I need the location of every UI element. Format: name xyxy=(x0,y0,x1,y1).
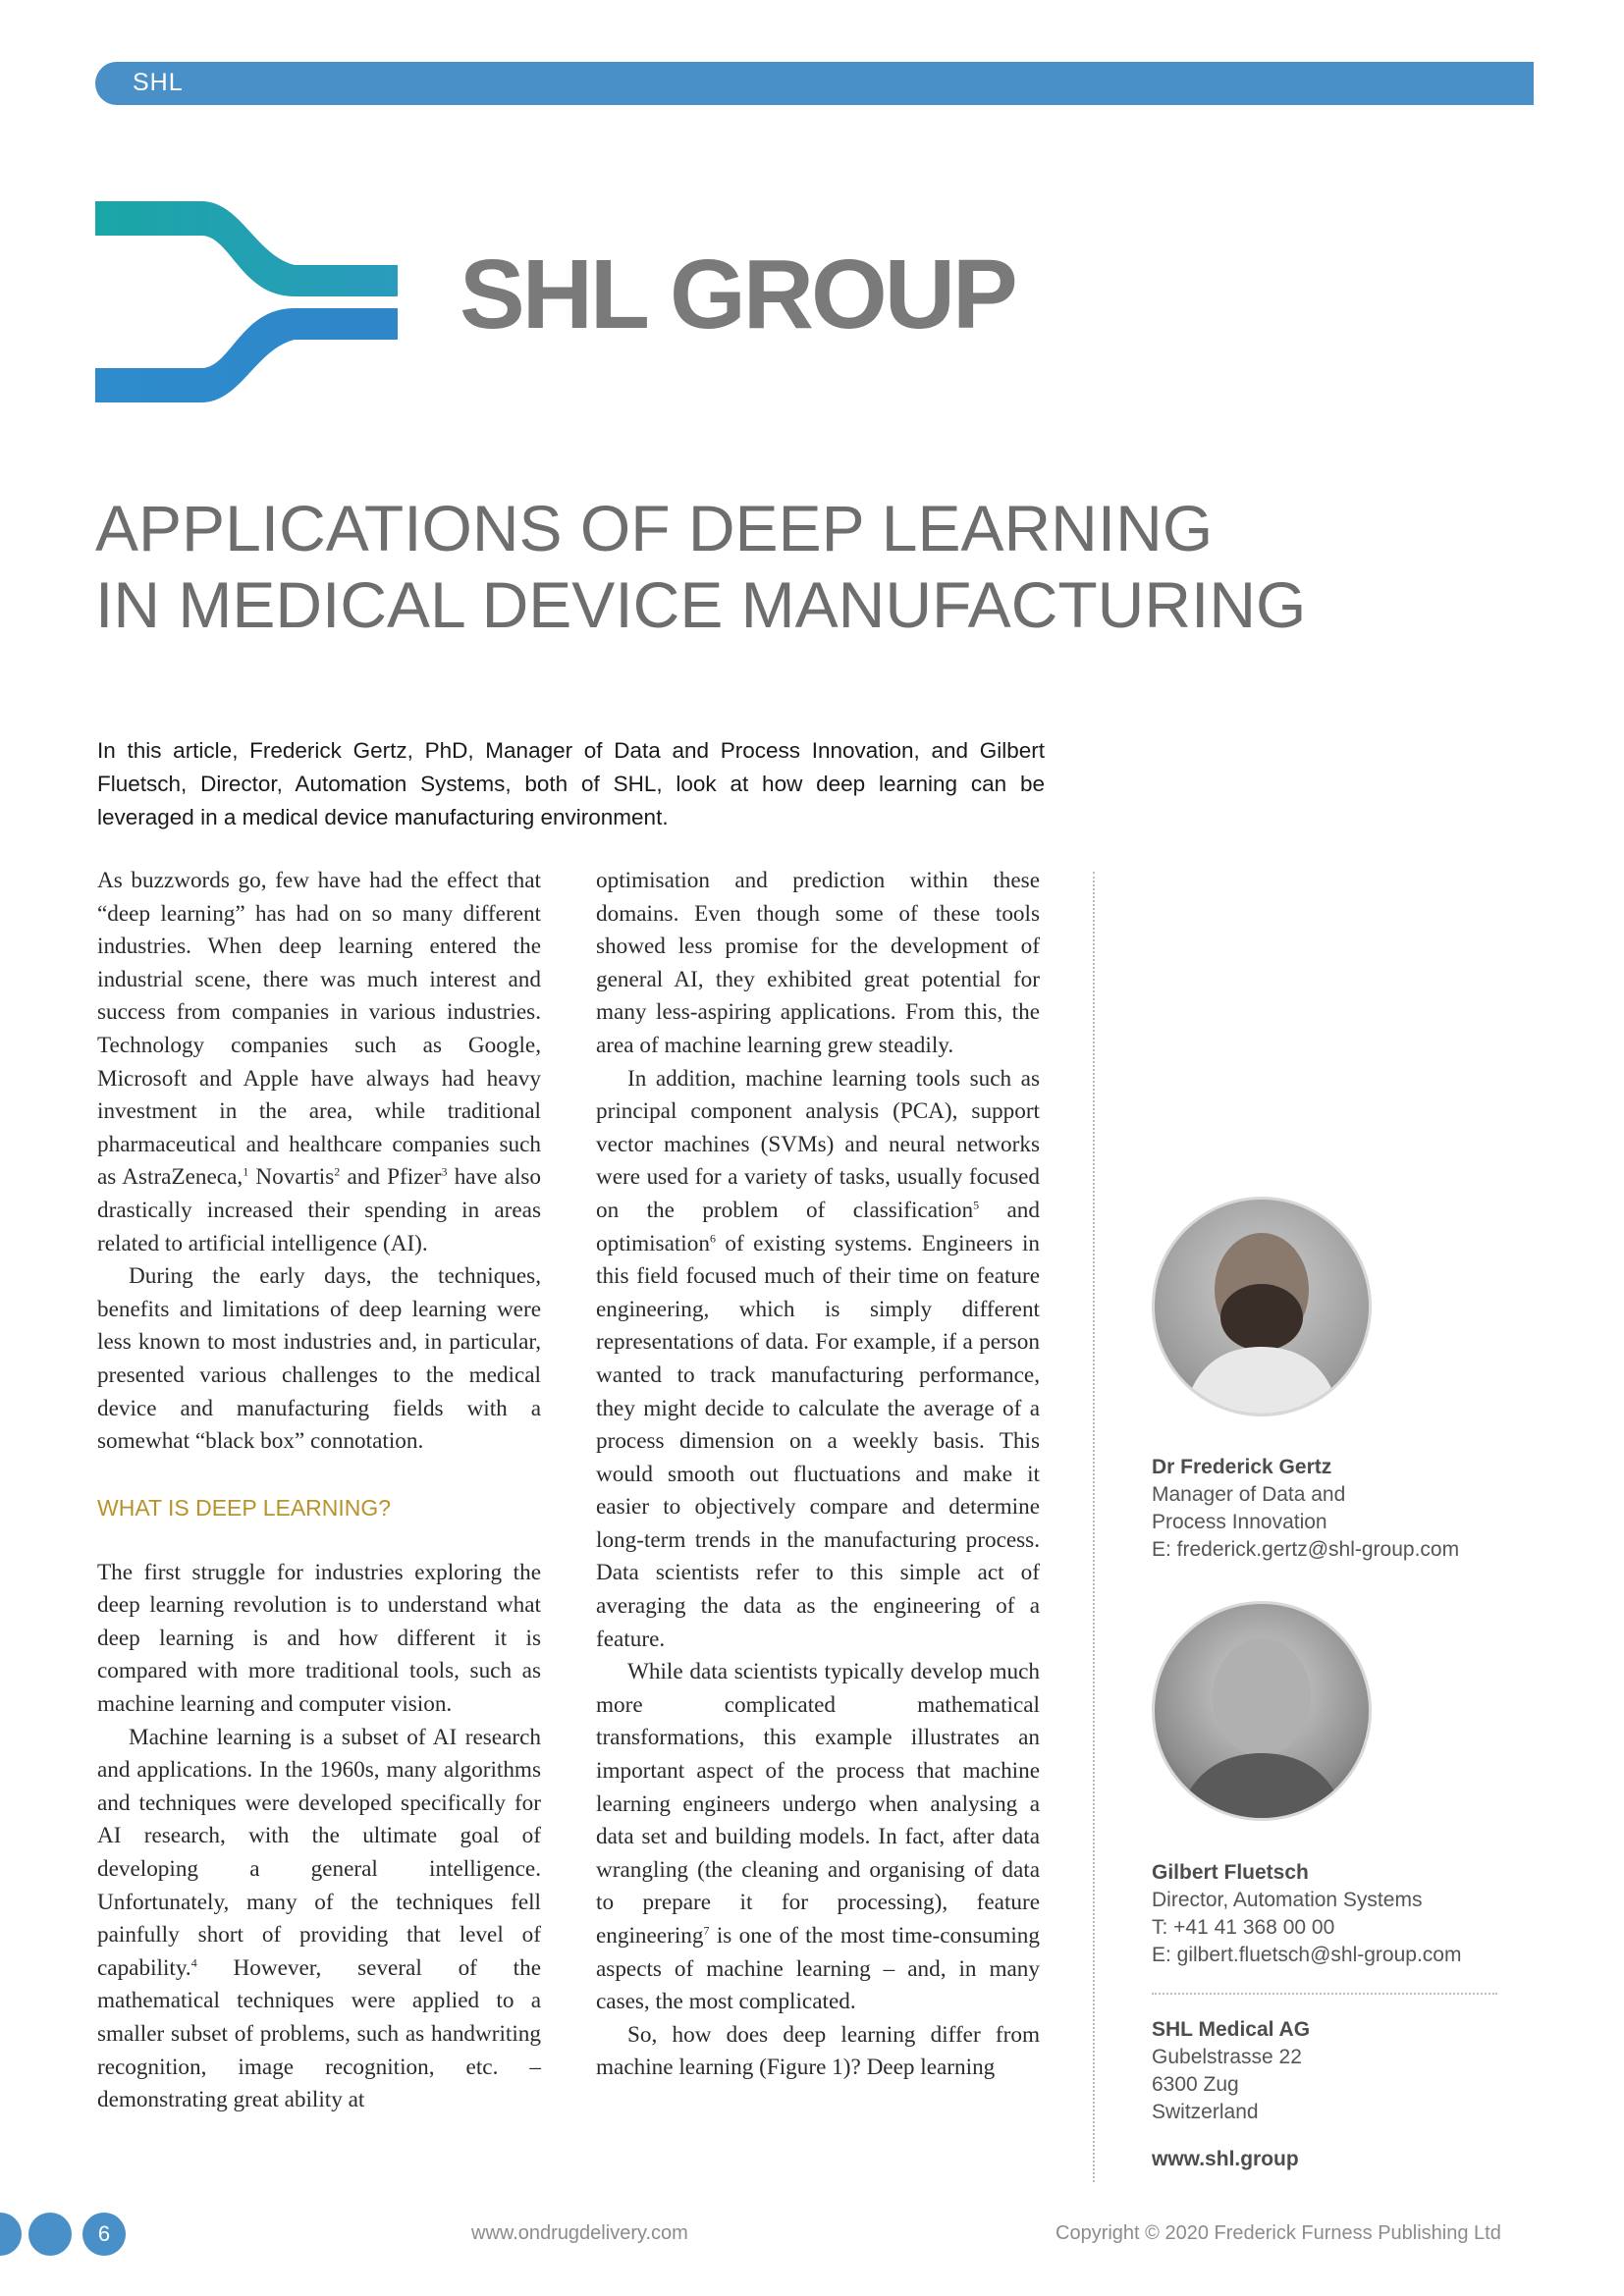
author-photo-frederick-gertz xyxy=(1152,1197,1372,1416)
author-email[interactable]: E: gilbert.fluetsch@shl-group.com xyxy=(1152,1944,1462,1966)
paragraph: During the early days, the techniques, benefits and limitations of deep learning were less known to most industries and, in particular, presented various challenges to the medical device and manufacturing fields with a somewhat “black box” connotation. xyxy=(97,1263,541,1455)
column-divider xyxy=(1093,872,1095,2182)
footer-dot xyxy=(28,2213,72,2256)
paragraph: In addition, machine learning tools such as principal component analysis (PCA), support vector machines (SVMs) and neural networks were used for a variety of tasks, usually focused on the problem of classification$^5$ and optimisation$^6$ of existing systems. Engineers in this field focused much of their time on feature engineering, which is simply different representations of data. For example, if a person wanted to track manufacturing performance, they might decide to calculate the average of a process dimension on a weekly basis. This would smooth out fluctuations and make it easier to objectively compare and determine long-term trends in the manufacturing process. Data scientists refer to this simple act of averaging the data as the engineering of a feature. xyxy=(596,1065,1040,1652)
paragraph: optimisation and prediction within these domains. Even though some of these tools showed less promise for the development of general AI, they exhibited great potential for many less-aspiring applications. From this, the area of machine learning grew steadily. xyxy=(596,868,1040,1058)
paragraph: Machine learning is a subset of AI research and applications. In the 1960s, many algorithms and techniques were developed specifically for AI research, with the ultimate goal of developing a general intelligence. Unfortunately, many of the techniques fell painfully short of providing that level of capability.$^4$ However, several of the mathematical techniques were applied to a smaller subset of problems, such as handwriting recognition, image recognition, etc. – demonstrating great ability at xyxy=(97,1724,541,2113)
body-column-middle xyxy=(596,865,1040,2085)
author-phone: T: +41 41 368 00 00 xyxy=(1152,1916,1335,1939)
author-photo-gilbert-fluetsch xyxy=(1152,1601,1372,1821)
address-street: Gubelstrasse 22 xyxy=(1152,2046,1302,2068)
shl-logo-icon xyxy=(93,196,407,407)
footer-dot xyxy=(0,2213,22,2256)
footer-copyright: Copyright © 2020 Frederick Furness Publishing Ltd xyxy=(1056,2222,1501,2244)
company-address xyxy=(1152,2016,1310,2126)
footer-url-link[interactable]: www.ondrugdelivery.com xyxy=(471,2222,688,2244)
logo-text: SHL GROUP xyxy=(460,240,1015,349)
author-email[interactable]: E: frederick.gertz@shl-group.com xyxy=(1152,1538,1460,1561)
person-icon xyxy=(1155,1604,1369,1818)
paragraph: While data scientists typically develop much more complicated mathematical transformations, this example illustrates an important aspect of the process that machine learning engineers undergo when analysing a data set and building models. In fact, after data wrangling (the cleaning and organising of data to prepare it for processing), feature engineering$^7$ is one of the most time-consuming aspects of machine learning – and, in many cases, the most complicated. xyxy=(596,1659,1040,2015)
author-name: Gilbert Fluetsch xyxy=(1152,1861,1309,1884)
sidebar-divider xyxy=(1152,1993,1497,1995)
author-name: Dr Frederick Gertz xyxy=(1152,1456,1332,1478)
paragraph: So, how does deep learning differ from machine learning (Figure 1)? Deep learning xyxy=(596,2021,1040,2081)
author-role: Process Innovation xyxy=(1152,1511,1327,1533)
address-city: 6300 Zug xyxy=(1152,2073,1239,2096)
article-title-line-2: IN MEDICAL DEVICE MANUFACTURING xyxy=(95,568,1307,641)
page-number: 6 xyxy=(97,2221,111,2246)
section-heading: WHAT IS DEEP LEARNING? xyxy=(97,1494,392,1521)
header-label: SHL xyxy=(133,69,184,96)
author-role: Director, Automation Systems xyxy=(1152,1889,1423,1911)
article-title-line-1: APPLICATIONS OF DEEP LEARNING xyxy=(95,492,1214,564)
paragraph: The first struggle for industries exploring the deep learning revolution is to understand what deep learning is and how different it is compared with more traditional tools, such as machine learning and computer vision. xyxy=(97,1559,541,1718)
author-contact-gertz xyxy=(1152,1454,1459,1564)
company-name: SHL Medical AG xyxy=(1152,2018,1311,2041)
person-icon xyxy=(1155,1200,1369,1414)
header-bar xyxy=(95,62,1534,105)
article-intro: In this article, Frederick Gertz, PhD, Manager of Data and Process Innovation, and Gilbert Fluetsch, Director, Automation Systems, both of SHL, look at how deep learning can be leveraged in a medical device manufacturing environment. xyxy=(97,738,1045,829)
company-website-link[interactable]: www.shl.group xyxy=(1152,2148,1299,2170)
author-contact-fluetsch xyxy=(1152,1859,1461,1969)
body-column-left xyxy=(97,865,541,2117)
address-country: Switzerland xyxy=(1152,2101,1259,2123)
author-role: Manager of Data and xyxy=(1152,1483,1346,1506)
paragraph: As buzzwords go, few have had the effect that “deep learning” has had on so many different industries. When deep learning entered the industrial scene, there was much interest and success from companies in various industries. Technology companies such as Google, Microsoft and Apple have always had heavy investment in the area, while traditional pharmaceutical and healthcare companies such as AstraZeneca,$^1$ Novartis$^2$ and Pfizer$^3$ have also drastically increased their spending in areas related to artificial intelligence (AI). xyxy=(97,868,542,1256)
